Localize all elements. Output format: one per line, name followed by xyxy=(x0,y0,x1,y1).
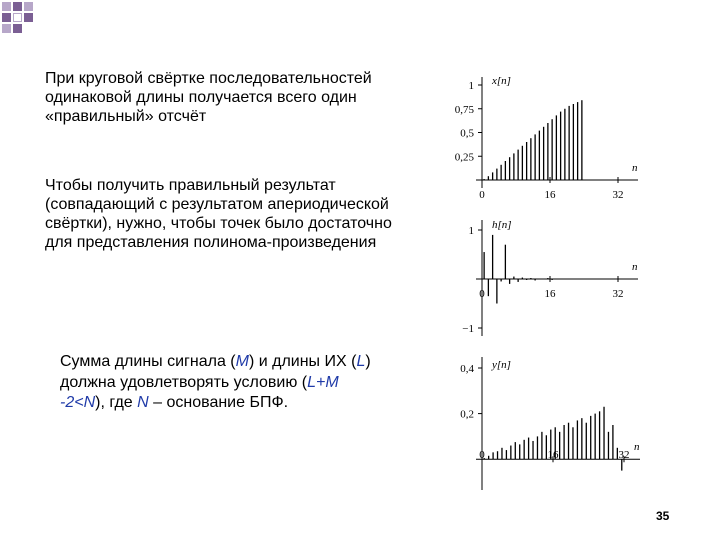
var-m: M xyxy=(235,353,249,370)
x-tick-label: 16 xyxy=(544,189,556,201)
x-axis-label: n xyxy=(632,162,638,174)
corner-square xyxy=(2,24,11,33)
expr-l-plus-m: L+M xyxy=(307,373,339,391)
corner-square xyxy=(13,2,22,11)
x-axis-label: n xyxy=(632,261,638,273)
chart-y-n xyxy=(420,354,720,494)
text-fragment: ), где xyxy=(95,394,138,411)
x-tick-label: 0 xyxy=(479,288,485,300)
corner-square xyxy=(2,13,11,22)
x-tick-label: 32 xyxy=(618,449,630,461)
var-l: L xyxy=(356,353,366,370)
page-number: 35 xyxy=(656,509,670,523)
x-tick-label: 16 xyxy=(544,288,556,300)
y-tick-label: 0,4 xyxy=(460,363,474,375)
text-fragment: ) должна удовлетворять условию ( xyxy=(60,353,371,391)
paragraph-circular-convolution: При круговой свёртке последовательностей одинаковой длины получается всего один «правильный» отсчёт xyxy=(45,70,372,125)
x-axis-label: n xyxy=(634,441,640,454)
text-fragment: ) и длины ИХ ( xyxy=(248,353,357,370)
chart-x-n xyxy=(420,72,720,212)
y-tick-label: 0,25 xyxy=(454,151,474,164)
y-axis-label: y[n] xyxy=(492,359,511,371)
y-axis-label: h[n] xyxy=(492,219,512,231)
paragraph-correct-result: Чтобы получить правильный результат (совпадающий с результатом апериодической свёртки), нужно, чтобы точек было достаточно для представления полинома-произведения xyxy=(45,177,392,251)
corner-square xyxy=(13,13,22,22)
x-tick-label: 0 xyxy=(479,189,485,201)
expr-minus-2-less-n: -2<N xyxy=(60,394,96,411)
y-tick-label: 0,2 xyxy=(460,408,474,421)
corner-square xyxy=(24,13,33,22)
x-tick-label: 16 xyxy=(547,449,559,461)
y-tick-label: 1 xyxy=(468,225,474,237)
text-fragment: – основание БПФ. xyxy=(148,394,289,411)
y-axis-label: x[n] xyxy=(492,75,511,87)
corner-square xyxy=(24,2,33,11)
corner-square xyxy=(2,2,11,11)
y-tick-label: 1 xyxy=(468,80,474,92)
x-tick-label: 32 xyxy=(612,189,624,201)
corner-square xyxy=(13,24,22,33)
var-n: N xyxy=(137,394,149,411)
paragraph-length-condition xyxy=(60,352,420,414)
x-tick-label: 0 xyxy=(479,449,485,461)
y-tick-label: 0,5 xyxy=(460,127,474,140)
y-tick-label: −1 xyxy=(462,323,474,335)
corner-decoration xyxy=(0,0,60,40)
y-tick-label: 0,75 xyxy=(454,103,474,116)
text-fragment: Сумма длины сигнала ( xyxy=(60,353,236,370)
x-tick-label: 32 xyxy=(612,288,624,300)
chart-h-n xyxy=(420,214,720,344)
